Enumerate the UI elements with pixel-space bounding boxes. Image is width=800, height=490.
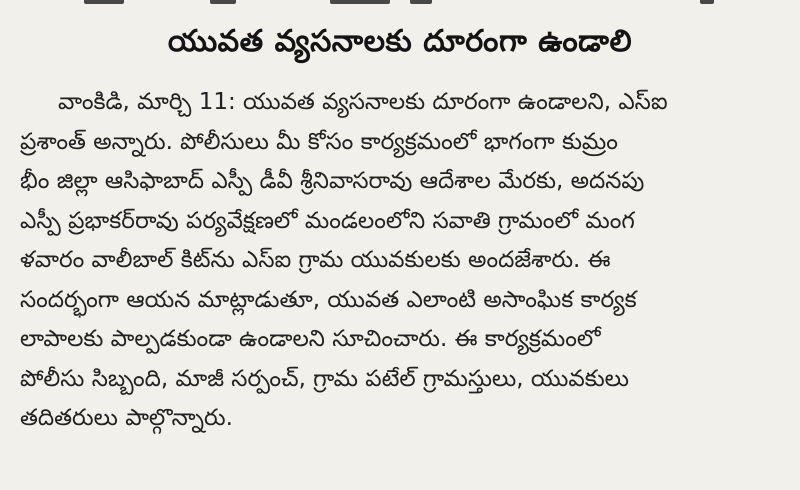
article-headline: యువత వ్యసనాలకు దూరంగా ఉండాలి: [167, 24, 633, 59]
article-line: ళవారం వాలీబాల్ కిట్‌ను ఎస్ఐ గ్రామ యువకులకు అందజేశారు. ఈ: [20, 247, 611, 273]
article-line: భీం జిల్లా ఆసిఫాబాద్ ఎస్పీ డీవీ శ్రీనివాసరావు ఆదేశాల మేరకు, అదనపు: [20, 168, 645, 194]
article-body: [20, 83, 786, 439]
article-line: వాంకిడి, మార్చి 11: యువత వ్యసనాలకు దూరంగా ఉండాలని, ఎస్ఐ: [58, 89, 668, 115]
article-line: లాపాలకు పాల్పడకుండా ఉండాలని సూచించారు. ఈ కార్యక్రమంలో: [20, 326, 601, 352]
article-line: ఎస్పీ ప్రభాకర్‌రావు పర్యవేక్షణలో మండలంలోని సవాతి గ్రామంలో మంగ: [20, 207, 635, 234]
article-line: ప్రశాంత్ అన్నారు. పోలీసులు మీ కోసం కార్యక్రమంలో భాగంగా కుమ్రం: [20, 128, 618, 155]
article-line: సందర్భంగా ఆయన మాట్లాడుతూ, యువత ఎలాంటి అసాంఘిక కార్యక: [20, 286, 637, 313]
previous-article-edge: [0, 0, 800, 8]
article-line: పోలీసు సిబ్బంది, మాజీ సర్పంచ్, గ్రామ పటేల్ గ్రామస్తులు, యువకులు: [20, 365, 629, 392]
article-line: తదితరులు పాల్గొన్నారు.: [20, 405, 233, 431]
